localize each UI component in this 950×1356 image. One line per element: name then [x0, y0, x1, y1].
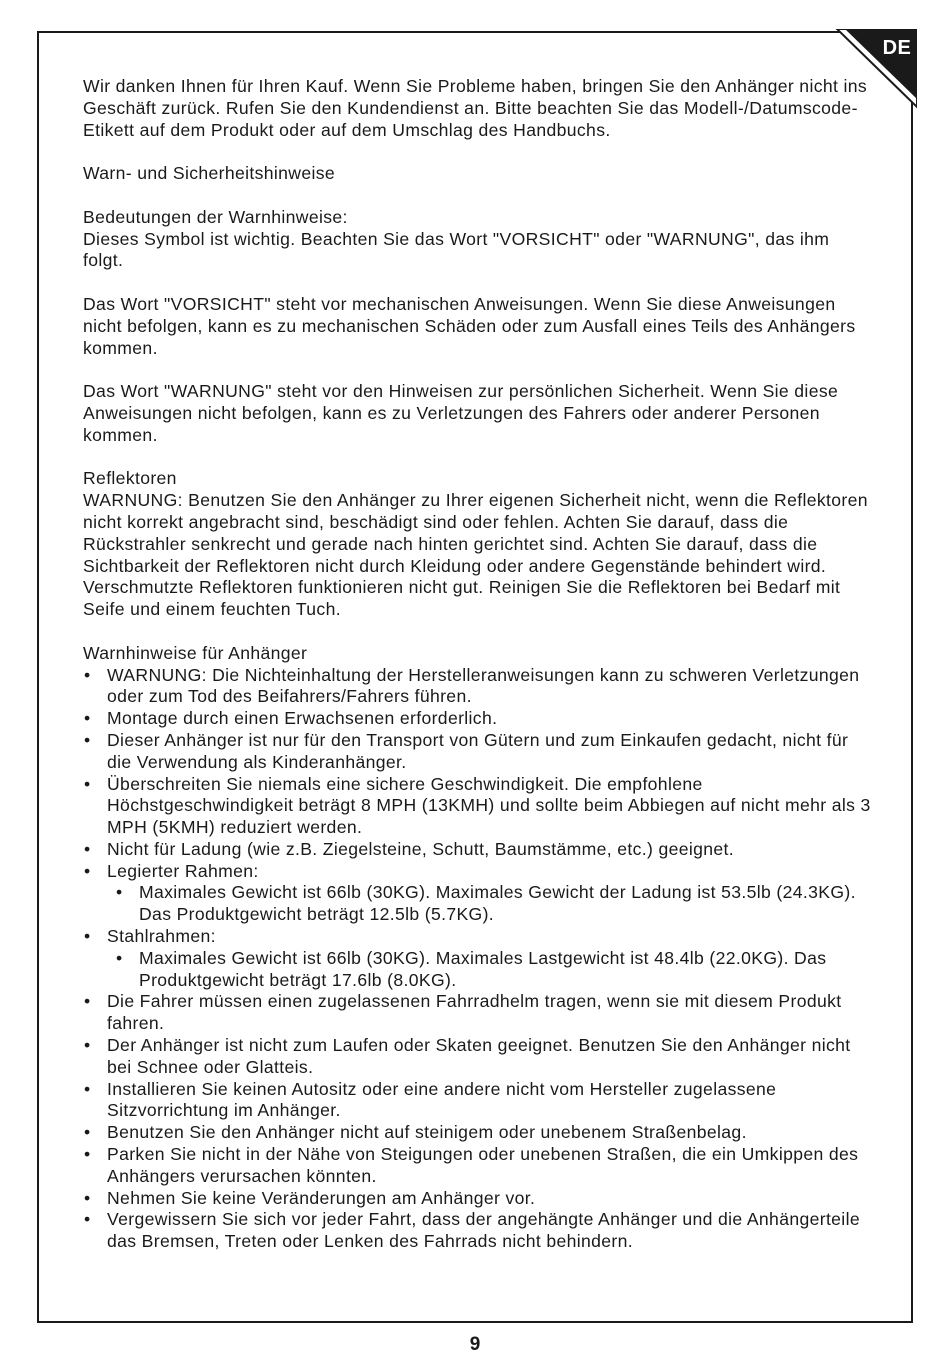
- list-item: • Montage durch einen Erwachsenen erforderlich.: [83, 708, 873, 730]
- trailer-warnings-heading: Warnhinweise für Anhänger: [83, 642, 308, 663]
- steel-frame-label: Stahlrahmen:: [107, 926, 216, 947]
- page-number: 9: [469, 1334, 481, 1355]
- steel-frame-sublist: [107, 948, 873, 992]
- reflectors-paragraph: WARNUNG: Benutzen Sie den Anhänger zu Ihrer eigenen Sicherheit nicht, wenn die Reflektoren nicht korrekt angebracht sind, beschädigt sind oder fehlen. Achten Sie darauf, dass die Rückstrahler senkrecht und gerade nach hinten gerichtet sind. Achten Sie darauf, dass die Sichtbarkeit der Reflektoren nicht durch Kleidung oder andere Gegenstände behindert wird. Verschmutzte Reflektoren funktionieren nicht gut. Reinigen Sie die Reflektoren bei Bedarf mit Seife und einem feuchten Tuch.: [83, 490, 868, 620]
- list-item: • Nicht für Ladung (wie z.B. Ziegelsteine, Schutt, Baumstämme, etc.) geeignet.: [83, 839, 873, 861]
- caution-paragraph: Das Wort "VORSICHT" steht vor mechanischen Anweisungen. Wenn Sie diese Anweisungen nicht befolgen, kann es zu mechanischen Schäden oder zum Ausfall eines Teils des Anhängers kommen.: [83, 293, 856, 358]
- safety-heading: Warn- und Sicherheitshinweise: [83, 163, 336, 184]
- list-item: • Nehmen Sie keine Veränderungen am Anhänger vor.: [83, 1188, 873, 1210]
- steel-frame-weights: • Maximales Gewicht ist 66lb (30KG). Maximales Lastgewicht ist 48.4lb (22.0KG). Das Produktgewicht beträgt 17.6lb (8.0KG).: [107, 948, 873, 992]
- list-item: • WARNUNG: Die Nichteinhaltung der Herstelleranweisungen kann zu schweren Verletzungen oder zum Tod des Beifahrers/Fahrers führen.: [83, 665, 873, 709]
- list-item: • Parken Sie nicht in der Nähe von Steigungen oder unebenen Straßen, die ein Umkippen des Anhängers verursachen könnten.: [83, 1144, 873, 1188]
- list-item: • Benutzen Sie den Anhänger nicht auf steinigem oder unebenem Straßenbelag.: [83, 1122, 873, 1144]
- list-item: • Vergewissern Sie sich vor jeder Fahrt, dass der angehängte Anhänger und die Anhängerteile das Bremsen, Treten oder Lenken des Fahrrads nicht behindern.: [83, 1209, 873, 1253]
- list-item: • Der Anhänger ist nicht zum Laufen oder Skaten geeignet. Benutzen Sie den Anhänger nicht bei Schnee oder Glatteis.: [83, 1035, 873, 1079]
- warning-paragraph: Das Wort "WARNUNG" steht vor den Hinweisen zur persönlichen Sicherheit. Wenn Sie diese Anweisungen nicht befolgen, kann es zu Verletzungen des Fahrers oder anderer Personen kommen.: [83, 381, 839, 445]
- list-item-alloy-frame: [83, 861, 873, 926]
- meanings-heading: Bedeutungen der Warnhinweise:: [83, 206, 348, 227]
- list-item: • Die Fahrer müssen einen zugelassenen Fahrradhelm tragen, wenn sie mit diesem Produkt fahren.: [83, 991, 873, 1035]
- list-item: • Überschreiten Sie niemals eine sichere Geschwindigkeit. Die empfohlene Höchstgeschwindigkeit beträgt 8 MPH (13KMH) und sollte beim Abbiegen auf nicht mehr als 3 MPH (5KMH) reduziert werden.: [83, 774, 873, 839]
- trailer-warnings-list: [83, 665, 873, 1254]
- alloy-frame-label: Legierter Rahmen:: [107, 860, 259, 881]
- meanings-paragraph: Dieses Symbol ist wichtig. Beachten Sie das Wort "VORSICHT" oder "WARNUNG", das ihm folgt.: [83, 228, 830, 271]
- list-item: • Dieser Anhänger ist nur für den Transport von Gütern und zum Einkaufen gedacht, nicht für die Verwendung als Kinderanhänger.: [83, 730, 873, 774]
- page-content: [83, 76, 873, 1253]
- language-badge: DE: [882, 37, 912, 59]
- alloy-frame-sublist: [107, 882, 873, 926]
- alloy-frame-weights: • Maximales Gewicht ist 66lb (30KG). Maximales Gewicht der Ladung ist 53.5lb (24.3KG). Das Produktgewicht beträgt 12.5lb (5.7KG).: [107, 882, 873, 926]
- list-item: • Installieren Sie keinen Autositz oder eine andere nicht vom Hersteller zugelassene Sitzvorrichtung im Anhänger.: [83, 1079, 873, 1123]
- intro-paragraph: Wir danken Ihnen für Ihren Kauf. Wenn Sie Probleme haben, bringen Sie den Anhänger nicht ins Geschäft zurück. Rufen Sie den Kundendienst an. Bitte beachten Sie das Modell-/Datumscode-Etikett auf dem Produkt oder auf dem Umschlag des Handbuchs.: [83, 76, 867, 140]
- reflectors-heading: Reflektoren: [83, 468, 177, 489]
- list-item-steel-frame: [83, 926, 873, 991]
